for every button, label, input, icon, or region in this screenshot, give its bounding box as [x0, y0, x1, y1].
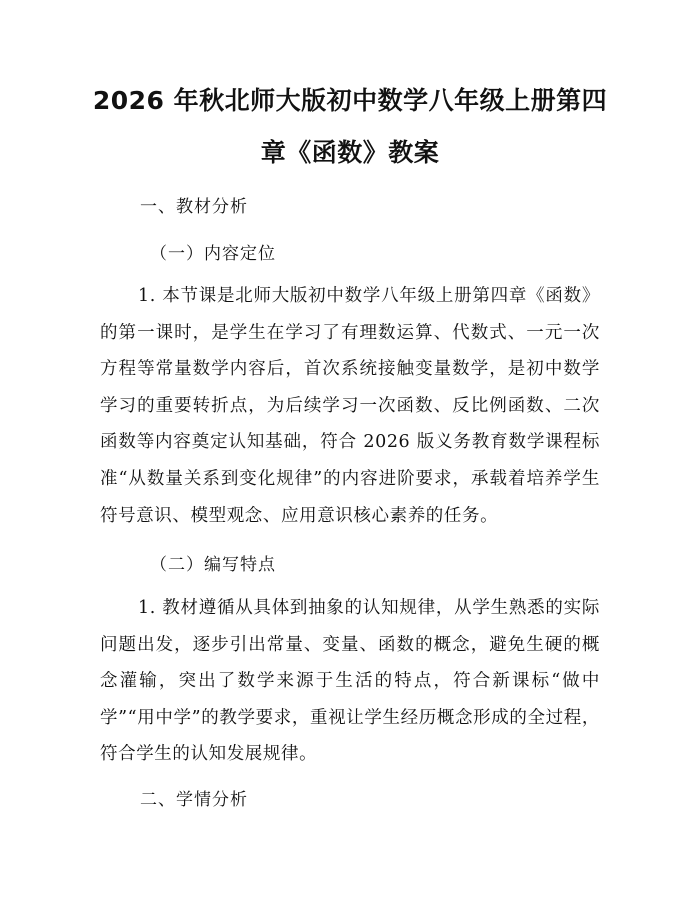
paragraph-content-positioning: 1. 本节课是北师大版初中数学八年级上册第四章《函数》的第一课时，是学生在学习了有理数运算、代数式、一元一次方程等常量数学内容后，首次系统接触变量数学，是初中数学学习的重要转折点，为后续学习一次函数、反比例函数、二次函数等内容奠定认知基础，符合 2026 版义务教育数学课程标准“从数量关系到变化规律”的内容进阶要求，承载着培养学生符号意识、模型观念、应用意识核心素养的任务。: [100, 286, 600, 526]
section-heading-textbook-analysis: 一、教材分析: [140, 197, 248, 217]
document-title-line-2: 章《函数》教案: [260, 138, 440, 167]
section-heading-student-analysis: 二、学情分析: [140, 790, 248, 810]
document-title-line-1: 2026 年秋北师大版初中数学八年级上册第四: [92, 86, 608, 115]
subsection-heading-content-positioning: （一）内容定位: [150, 244, 276, 264]
paragraph-writing-features: 1. 教材遵循从具体到抽象的认知规律，从学生熟悉的实际问题出发，逐步引出常量、变量、函数的概念，避免生硬的概念灌输，突出了数学来源于生活的特点，符合新课标“做中学”“用中学”的教学要求，重视让学生经历概念形成的全过程，符合学生的认知发展规律。: [100, 598, 600, 765]
subsection-heading-writing-features: （二）编写特点: [150, 555, 276, 575]
